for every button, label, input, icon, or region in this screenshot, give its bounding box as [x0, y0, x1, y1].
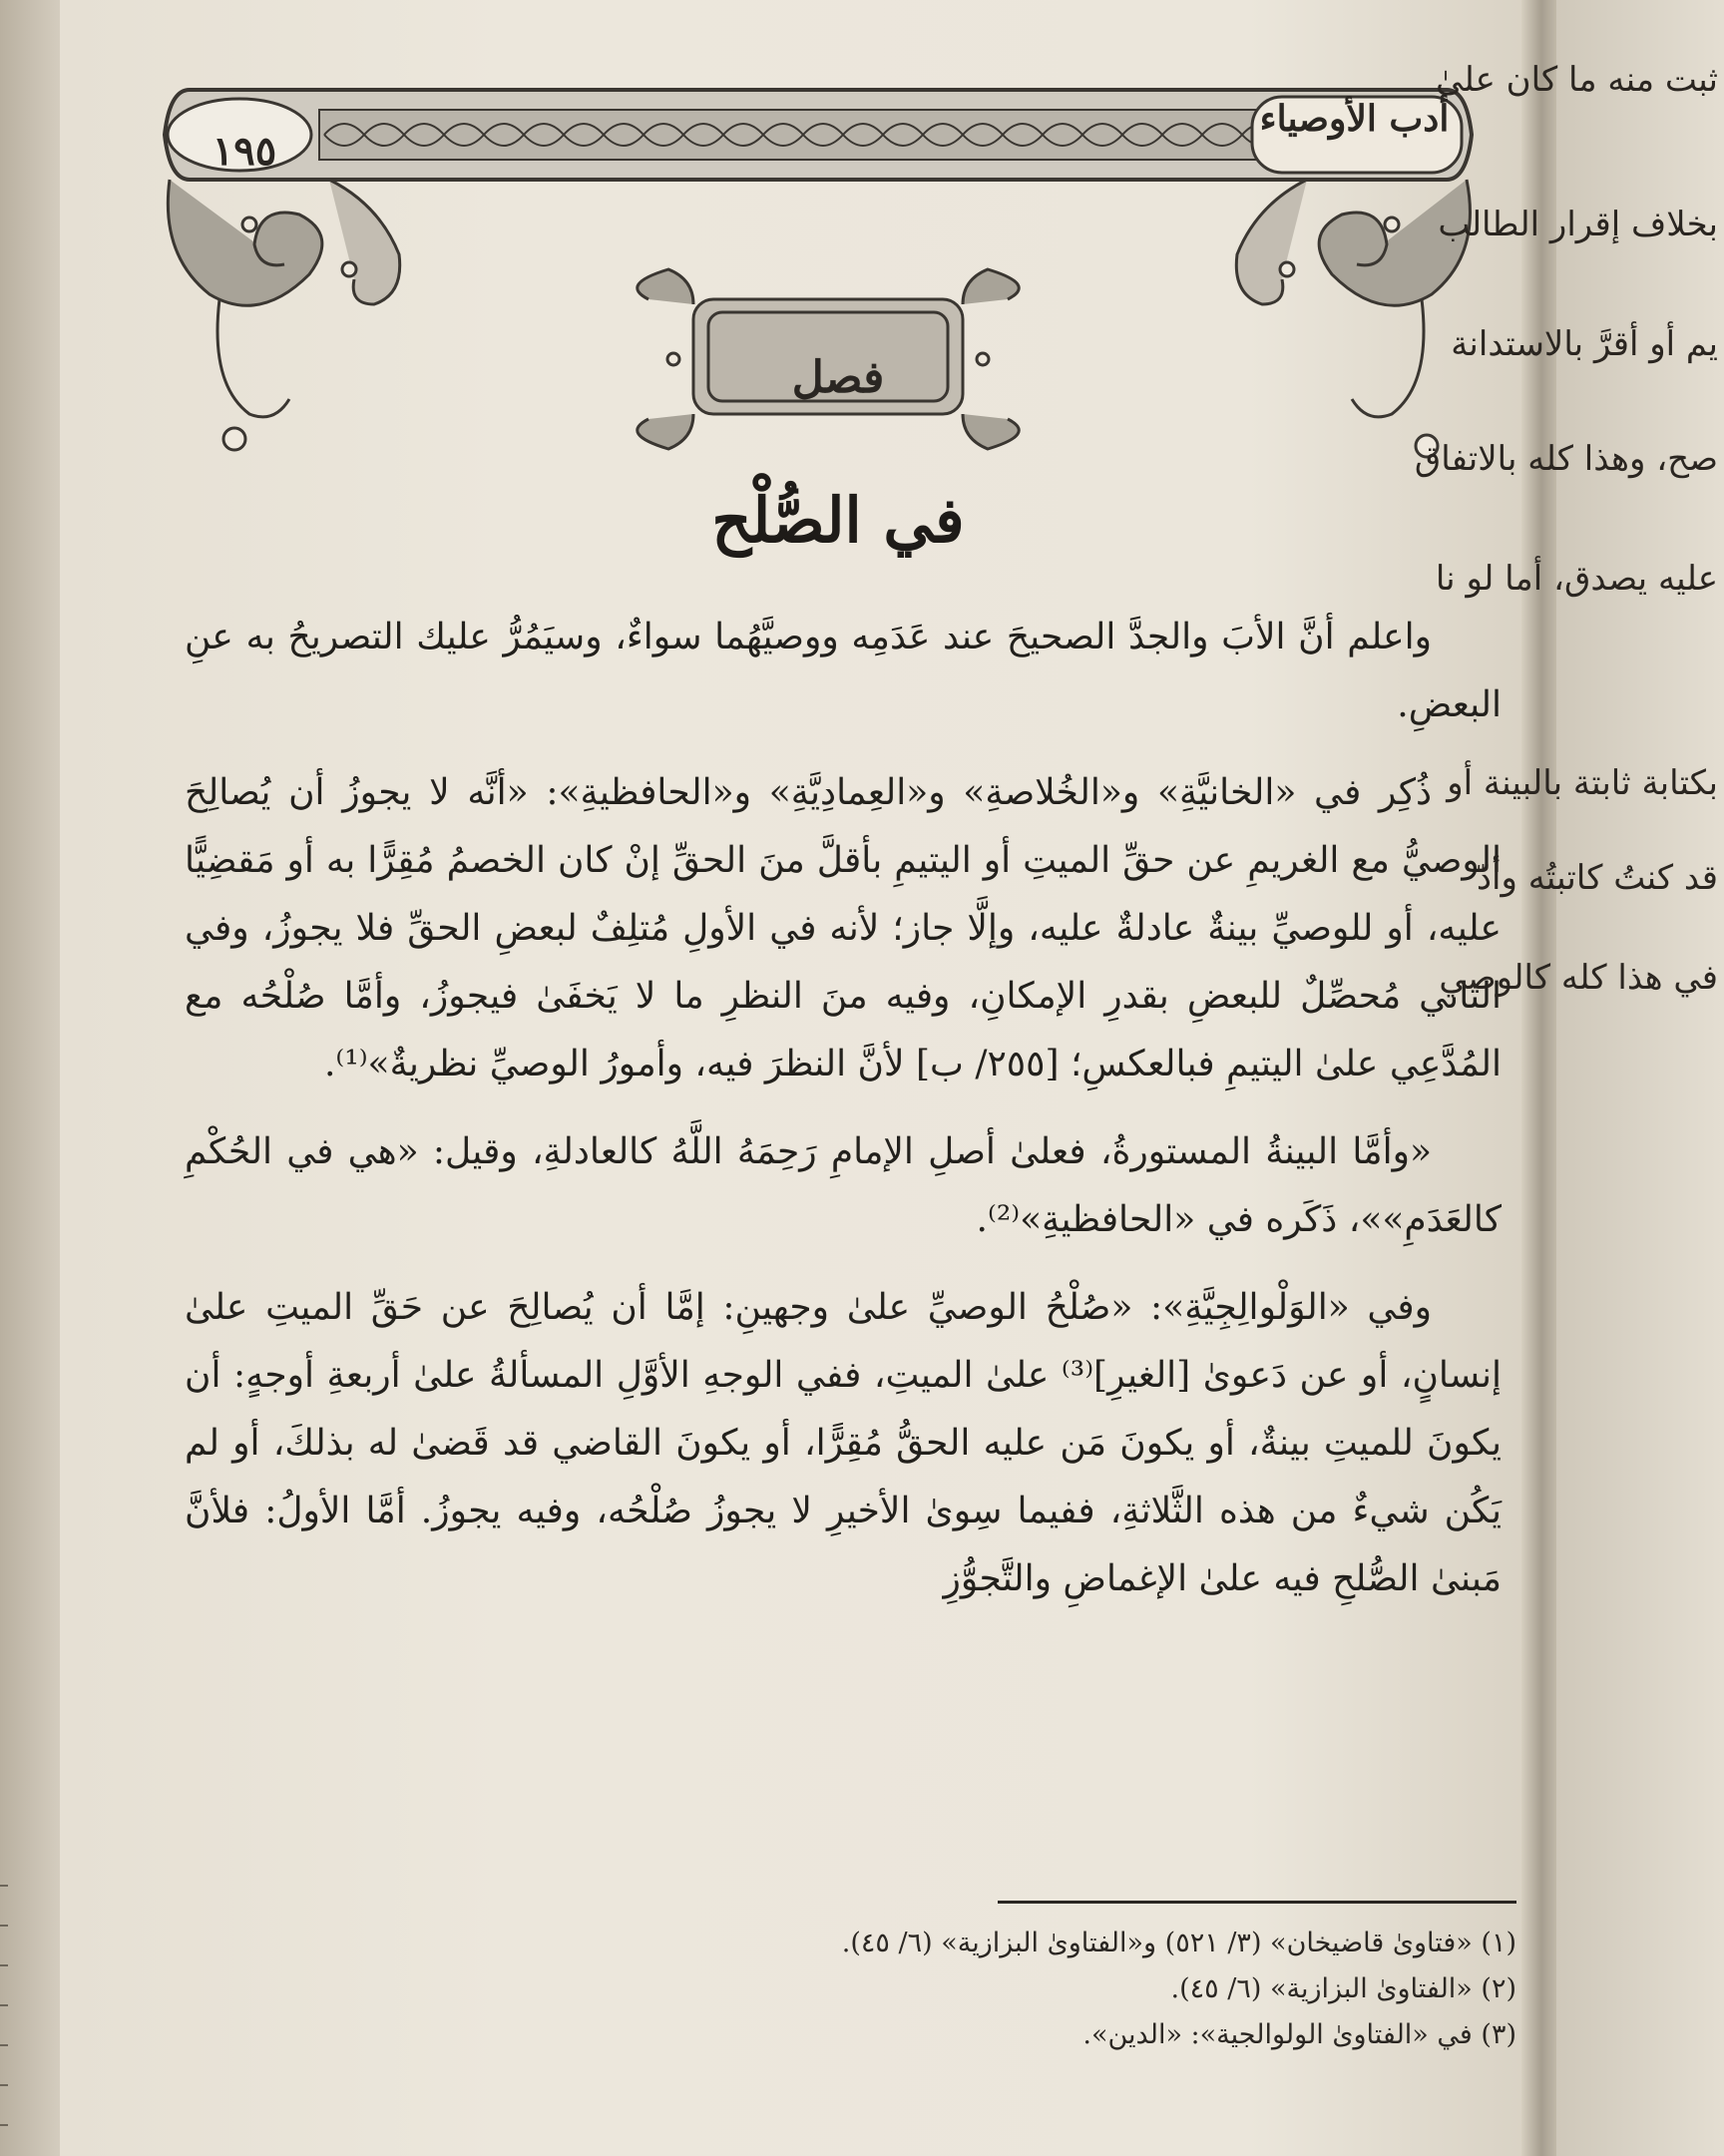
- facing-page: [1414, 0, 1724, 2156]
- page-number: ١٩٥: [212, 128, 277, 175]
- facing-line: بخلاف إقرار الطالب: [1438, 205, 1718, 244]
- body-text: [185, 604, 1502, 1633]
- footnote-1: (١) «فتاوىٰ قاضيخان» (٣/ ٥٢١) و«الفتاوىٰ البزازية» (٦/ ٤٥).: [841, 1928, 1516, 1958]
- book-title: أدب الأوصياء: [1259, 98, 1450, 140]
- paragraph-2: ذُكِر في «الخانيَّةِ» و«الخُلاصةِ» و«العِمادِيَّةِ» و«الحافظيةِ»: «أنَّه لا يجوزُ أن يُصالِحَ الوصيُّ مع الغريمِ عن حقِّ الميتِ أو اليتيمِ بأقلَّ منَ الحقِّ إنْ كان الخصمُ مُقِرًّا به أو مَقضِيًّا عليه، أو للوصيِّ بينةٌ عادلةٌ عليه، وإلَّا جاز؛ لأنه في الأولِ مُتلِفٌ لبعضِ الحقِّ فلا يجوزُ، وفي الثاني مُحصِّلٌ للبعضِ بقدرِ الإمكانِ، وفيه منَ النظرِ ما لا يَخفَىٰ فيجوزُ، وأمَّا صُلْحُه مع المُدَّعِي علىٰ اليتيمِ فبالعكسِ؛ [٢٥٥/ ب] لأنَّ النظرَ فيه، وأمورُ الوصيِّ نظريةٌ»⁽¹⁾.: [185, 772, 1502, 1084]
- facing-line: في هذا كله كالوصي: [1439, 958, 1718, 998]
- footnotes: [698, 1921, 1516, 2058]
- facing-line: ثبت منه ما كان علىٰ: [1435, 60, 1718, 100]
- facing-line: عليه يصدق، أما لو نا: [1435, 559, 1718, 599]
- section-label: فصل: [791, 352, 885, 403]
- chapter-title: في الصُّلْح: [711, 484, 965, 557]
- header-inner-band: [319, 110, 1347, 160]
- left-scroll-ornament: [168, 180, 399, 450]
- facing-line: يم أو أقرَّ بالاستدانة: [1451, 324, 1718, 364]
- right-scroll-ornament: [1236, 180, 1470, 457]
- footnote-3: (٣) في «الفتاوىٰ الولوالجية»: «الدين».: [1082, 2019, 1516, 2050]
- facing-line: بكتابة ثابتة بالبينة أو: [1447, 763, 1718, 803]
- paragraph-4: وفي «الوَلْوالِجِيَّةِ»: «صُلْحُ الوصيِّ علىٰ وجهينِ: إمَّا أن يُصالِحَ عن حَقِّ الميتِ علىٰ إنسانٍ، أو عن دَعوىٰ [الغيرِ]⁽³⁾ علىٰ الميتِ، ففي الوجهِ الأوَّلِ المسألةُ علىٰ أربعةِ أوجهٍ: أن يكونَ للميتِ بينةٌ، أو يكونَ مَن عليه الحقُّ مُقِرًّا، أو يكونَ القاضي قد قَضىٰ له بذلكَ، أو لم يَكُن شيءٌ من هذه الثَّلاثةِ، ففيما سِوىٰ الأخيرِ لا يجوزُ صُلْحُه، وفيه يجوزُ. أمَّا الأولُ: فلأنَّ مَبنىٰ الصُّلحِ فيه علىٰ الإغماضِ والتَّجوُّزِ: [185, 1287, 1502, 1599]
- facing-line: قد كنتُ كاتبتُه وأدّ: [1476, 858, 1718, 898]
- footnote-divider: [998, 1901, 1516, 1904]
- paragraph-3: «وأمَّا البينةُ المستورةُ، فعلىٰ أصلِ الإمامِ رَحِمَهُ اللَّهُ كالعادلةِ، وقيل: «هي في الحُكْمِ كالعَدَمِ»»، ذَكَره في «الحافظيةِ»⁽²⁾.: [185, 1131, 1502, 1240]
- paragraph-1: واعلم أنَّ الأبَ والجدَّ الصحيحَ عند عَدَمِه ووصيَّهُما سواءٌ، وسيَمُرُّ عليك التصريحُ به عنِ البعضِ.: [185, 617, 1502, 725]
- footnote-2: (٢) «الفتاوىٰ البزازية» (٦/ ٤٥).: [1170, 1973, 1516, 2004]
- facing-line: صح، وهذا كله بالاتفاق: [1414, 439, 1718, 479]
- page-stack-ticks: [0, 1876, 10, 2155]
